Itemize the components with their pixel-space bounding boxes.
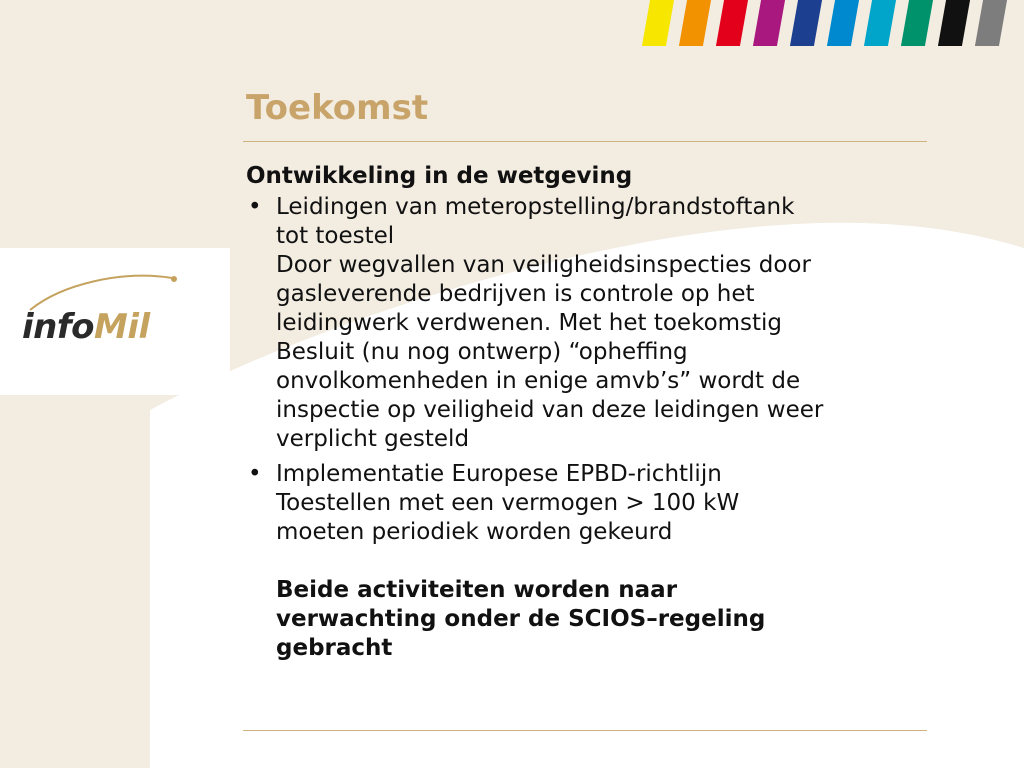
bullet-line: tot toestel xyxy=(276,223,395,249)
bullet-line: onvolkomenheden in enige amvb’s” wordt de xyxy=(276,368,801,394)
bullet-line: verplicht gesteld xyxy=(276,426,470,452)
bullet-dot-icon: • xyxy=(248,461,262,487)
bullet-item xyxy=(246,193,936,454)
conclusion-line: gebracht xyxy=(276,635,393,661)
bullet-line: moeten periodiek worden gekeurd xyxy=(276,519,673,545)
footer-divider xyxy=(243,730,927,731)
logo-text-info: info xyxy=(22,307,95,347)
infomil-logo xyxy=(22,268,192,348)
bullet-line: Toestellen met een vermogen > 100 kW xyxy=(276,490,740,516)
conclusion-line: Beide activiteiten worden naar xyxy=(276,577,678,603)
conclusion-text xyxy=(246,576,936,663)
bullet-line: Besluit (nu nog ontwerp) “opheffing xyxy=(276,339,688,365)
logo-wordmark xyxy=(22,308,150,346)
bullet-line: gasleverende bedrijven is controle op het xyxy=(276,281,755,307)
bullet-line: inspectie op veiligheid van deze leidingen weer xyxy=(276,397,824,423)
slide-title: Toekomst xyxy=(246,88,429,128)
slide-body xyxy=(246,162,936,663)
bullet-line: Door wegvallen van veiligheidsinspecties door xyxy=(276,252,811,278)
title-divider xyxy=(243,141,927,142)
bullet-item xyxy=(246,460,936,547)
subheading: Ontwikkeling in de wetgeving xyxy=(246,163,633,189)
bullet-line: leidingwerk verdwenen. Met het toekomstig xyxy=(276,310,783,336)
bullet-line: Leidingen van meteropstelling/brandstoftank xyxy=(276,194,795,220)
logo-text-mil: Mil xyxy=(94,307,150,347)
bullet-dot-icon: • xyxy=(248,194,262,220)
bullet-line: Implementatie Europese EPBD-richtlijn xyxy=(276,461,722,487)
conclusion-line: verwachting onder de SCIOS–regeling xyxy=(276,606,766,632)
